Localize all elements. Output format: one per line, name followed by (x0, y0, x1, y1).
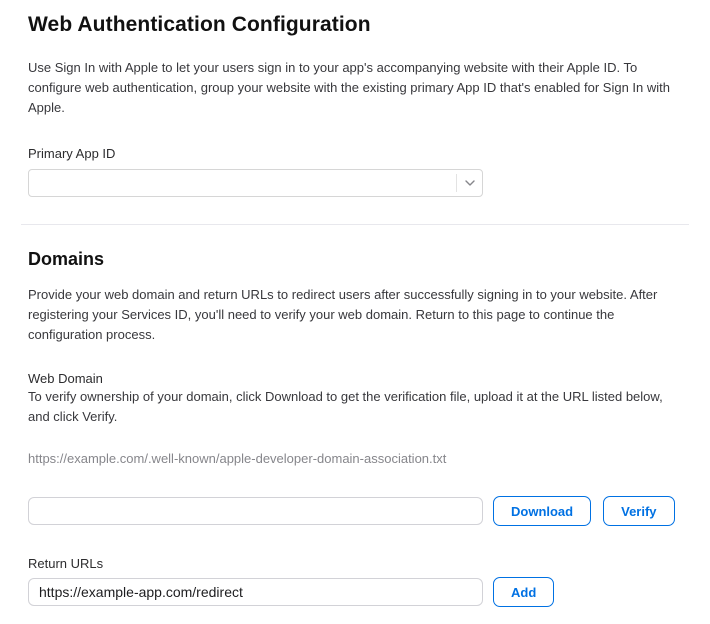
web-authentication-configuration-page (0, 13, 710, 607)
primary-app-id-selected-value (39, 170, 450, 196)
intro-text: Use Sign In with Apple to let your users sign in to your app's accompanying website with their Apple ID. To configure web authentication, group your website with the existing primary App ID that's enabled for Sign In with Apple. (28, 60, 671, 115)
chevron-down-icon (456, 174, 482, 192)
web-domain-instructions: To verify ownership of your domain, click Download to get the verification file, upload it at the URL listed below, and click Verify. (28, 389, 663, 424)
section-divider (21, 224, 689, 225)
download-button[interactable]: Download (493, 496, 591, 526)
return-url-input[interactable] (28, 578, 483, 606)
verification-file-url: https://example.com/.well-known/apple-developer-domain-association.txt (28, 451, 447, 466)
web-domain-label: Web Domain (28, 371, 103, 386)
add-button[interactable]: Add (493, 577, 554, 607)
domains-heading: Domains (28, 249, 105, 269)
primary-app-id-label: Primary App ID (28, 146, 116, 161)
domains-description: Provide your web domain and return URLs to redirect users after successfully signing in to your website. After registering your Services ID, you'll need to verify your web domain. Return to this page to continue the configuration process. (28, 287, 658, 342)
web-domain-input[interactable] (28, 497, 483, 525)
return-urls-label: Return URLs (28, 556, 104, 571)
primary-app-id-select[interactable] (28, 169, 483, 197)
return-urls-row (28, 577, 682, 607)
verify-button[interactable]: Verify (603, 496, 674, 526)
page-title: Web Authentication Configuration (28, 13, 371, 36)
web-domain-row (28, 496, 682, 526)
